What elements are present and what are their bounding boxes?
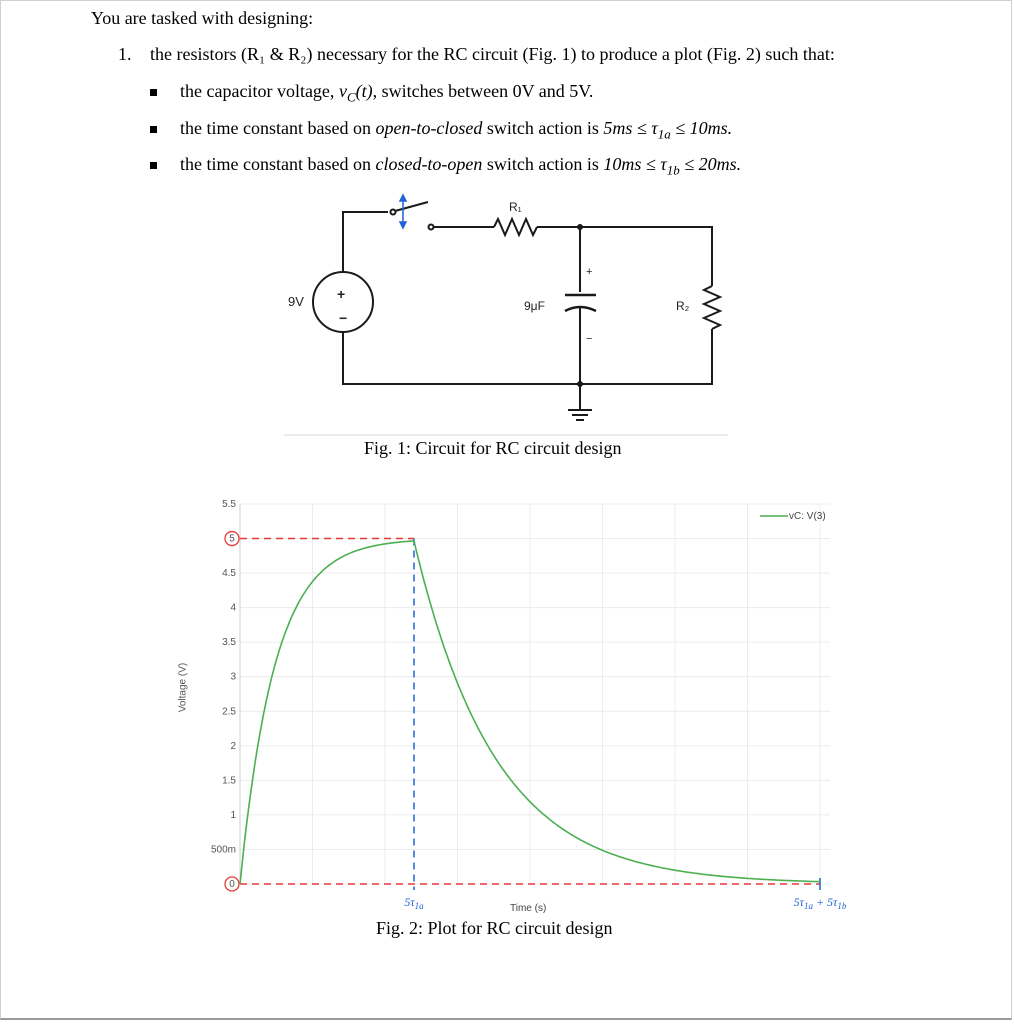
y-tick-label: 4.5 (222, 568, 236, 580)
y-axis-label-rot: Voltage (V) (177, 662, 189, 713)
r2-label: R₂ (676, 299, 690, 313)
intro-text: You are tasked with designing: (91, 8, 314, 28)
x-axis-label: Time (s) (510, 903, 547, 914)
resistor-r2 (704, 286, 720, 329)
node-dot (577, 381, 583, 387)
fig2-caption: Fig. 2: Plot for RC circuit design (376, 918, 613, 938)
plot-grid (240, 504, 830, 884)
source-plus: + (337, 286, 346, 302)
wire-r1-node (537, 227, 712, 286)
bullet-text: the time constant based on closed-to-open switch action is $10ms \le \tau_{1b} \le 20ms$. (180, 154, 742, 178)
resistor-r1 (494, 219, 537, 235)
y-tick-label: 5.5 (222, 499, 236, 510)
y-tick-label: 2.5 (222, 706, 236, 718)
y-ticks (211, 499, 239, 891)
cap-plus: + (586, 266, 593, 278)
y-tick-label: 5 (229, 533, 235, 545)
wire-left-top (343, 212, 388, 272)
r1-label: R₁ (509, 200, 522, 214)
x-annotations (404, 895, 847, 911)
y-tick-label: 3.5 (222, 637, 236, 649)
y-tick-label: 0 (229, 879, 235, 890)
node-dot (577, 224, 583, 230)
cap-label: 9μF (524, 299, 545, 313)
switch-contact-right (429, 225, 434, 230)
y-tick-label: 2 (230, 740, 236, 752)
y-tick-label: 1 (230, 809, 236, 821)
bullet-text: the capacitor voltage, $v_C(t)$, switches between 0V and 5V. (180, 81, 594, 105)
item-number: 1. (118, 44, 132, 64)
y-tick-label: 500m (210, 844, 236, 856)
wire-r2-bottom (343, 329, 712, 384)
switch-contact-left (391, 210, 396, 215)
source-minus: − (339, 310, 348, 326)
y-tick-label: 1.5 (222, 775, 236, 787)
circuit-diagram (0, 0, 1014, 440)
switch-blade (395, 202, 428, 211)
x-annotation-total: $5\tau_{1a} + 5\tau_{1b}$ (793, 895, 847, 911)
item-text: the resistors (R₁ & R₂) necessary for the RC circuit (Fig. 1) to produce a plot (Fig. 2) such that: (150, 44, 835, 64)
x-annotation-5tau1a: $5\tau_{1a}$ (404, 895, 424, 911)
source-label: 9V (288, 294, 304, 309)
legend-label: vC: V(3) (789, 511, 826, 522)
fig1-caption: Fig. 1: Circuit for RC circuit design (364, 438, 622, 458)
switch-arrow-up-icon (400, 195, 406, 201)
cap-minus: − (586, 333, 593, 345)
switch-arrow-down-icon (400, 222, 406, 228)
voltage-plot (0, 470, 1014, 970)
y-tick-label: 3 (230, 671, 236, 683)
y-tick-label: 4 (230, 602, 236, 614)
bullet-text: the time constant based on open-to-closed switch action is $5ms \le \tau_{1a} \le 10ms$. (180, 118, 733, 142)
